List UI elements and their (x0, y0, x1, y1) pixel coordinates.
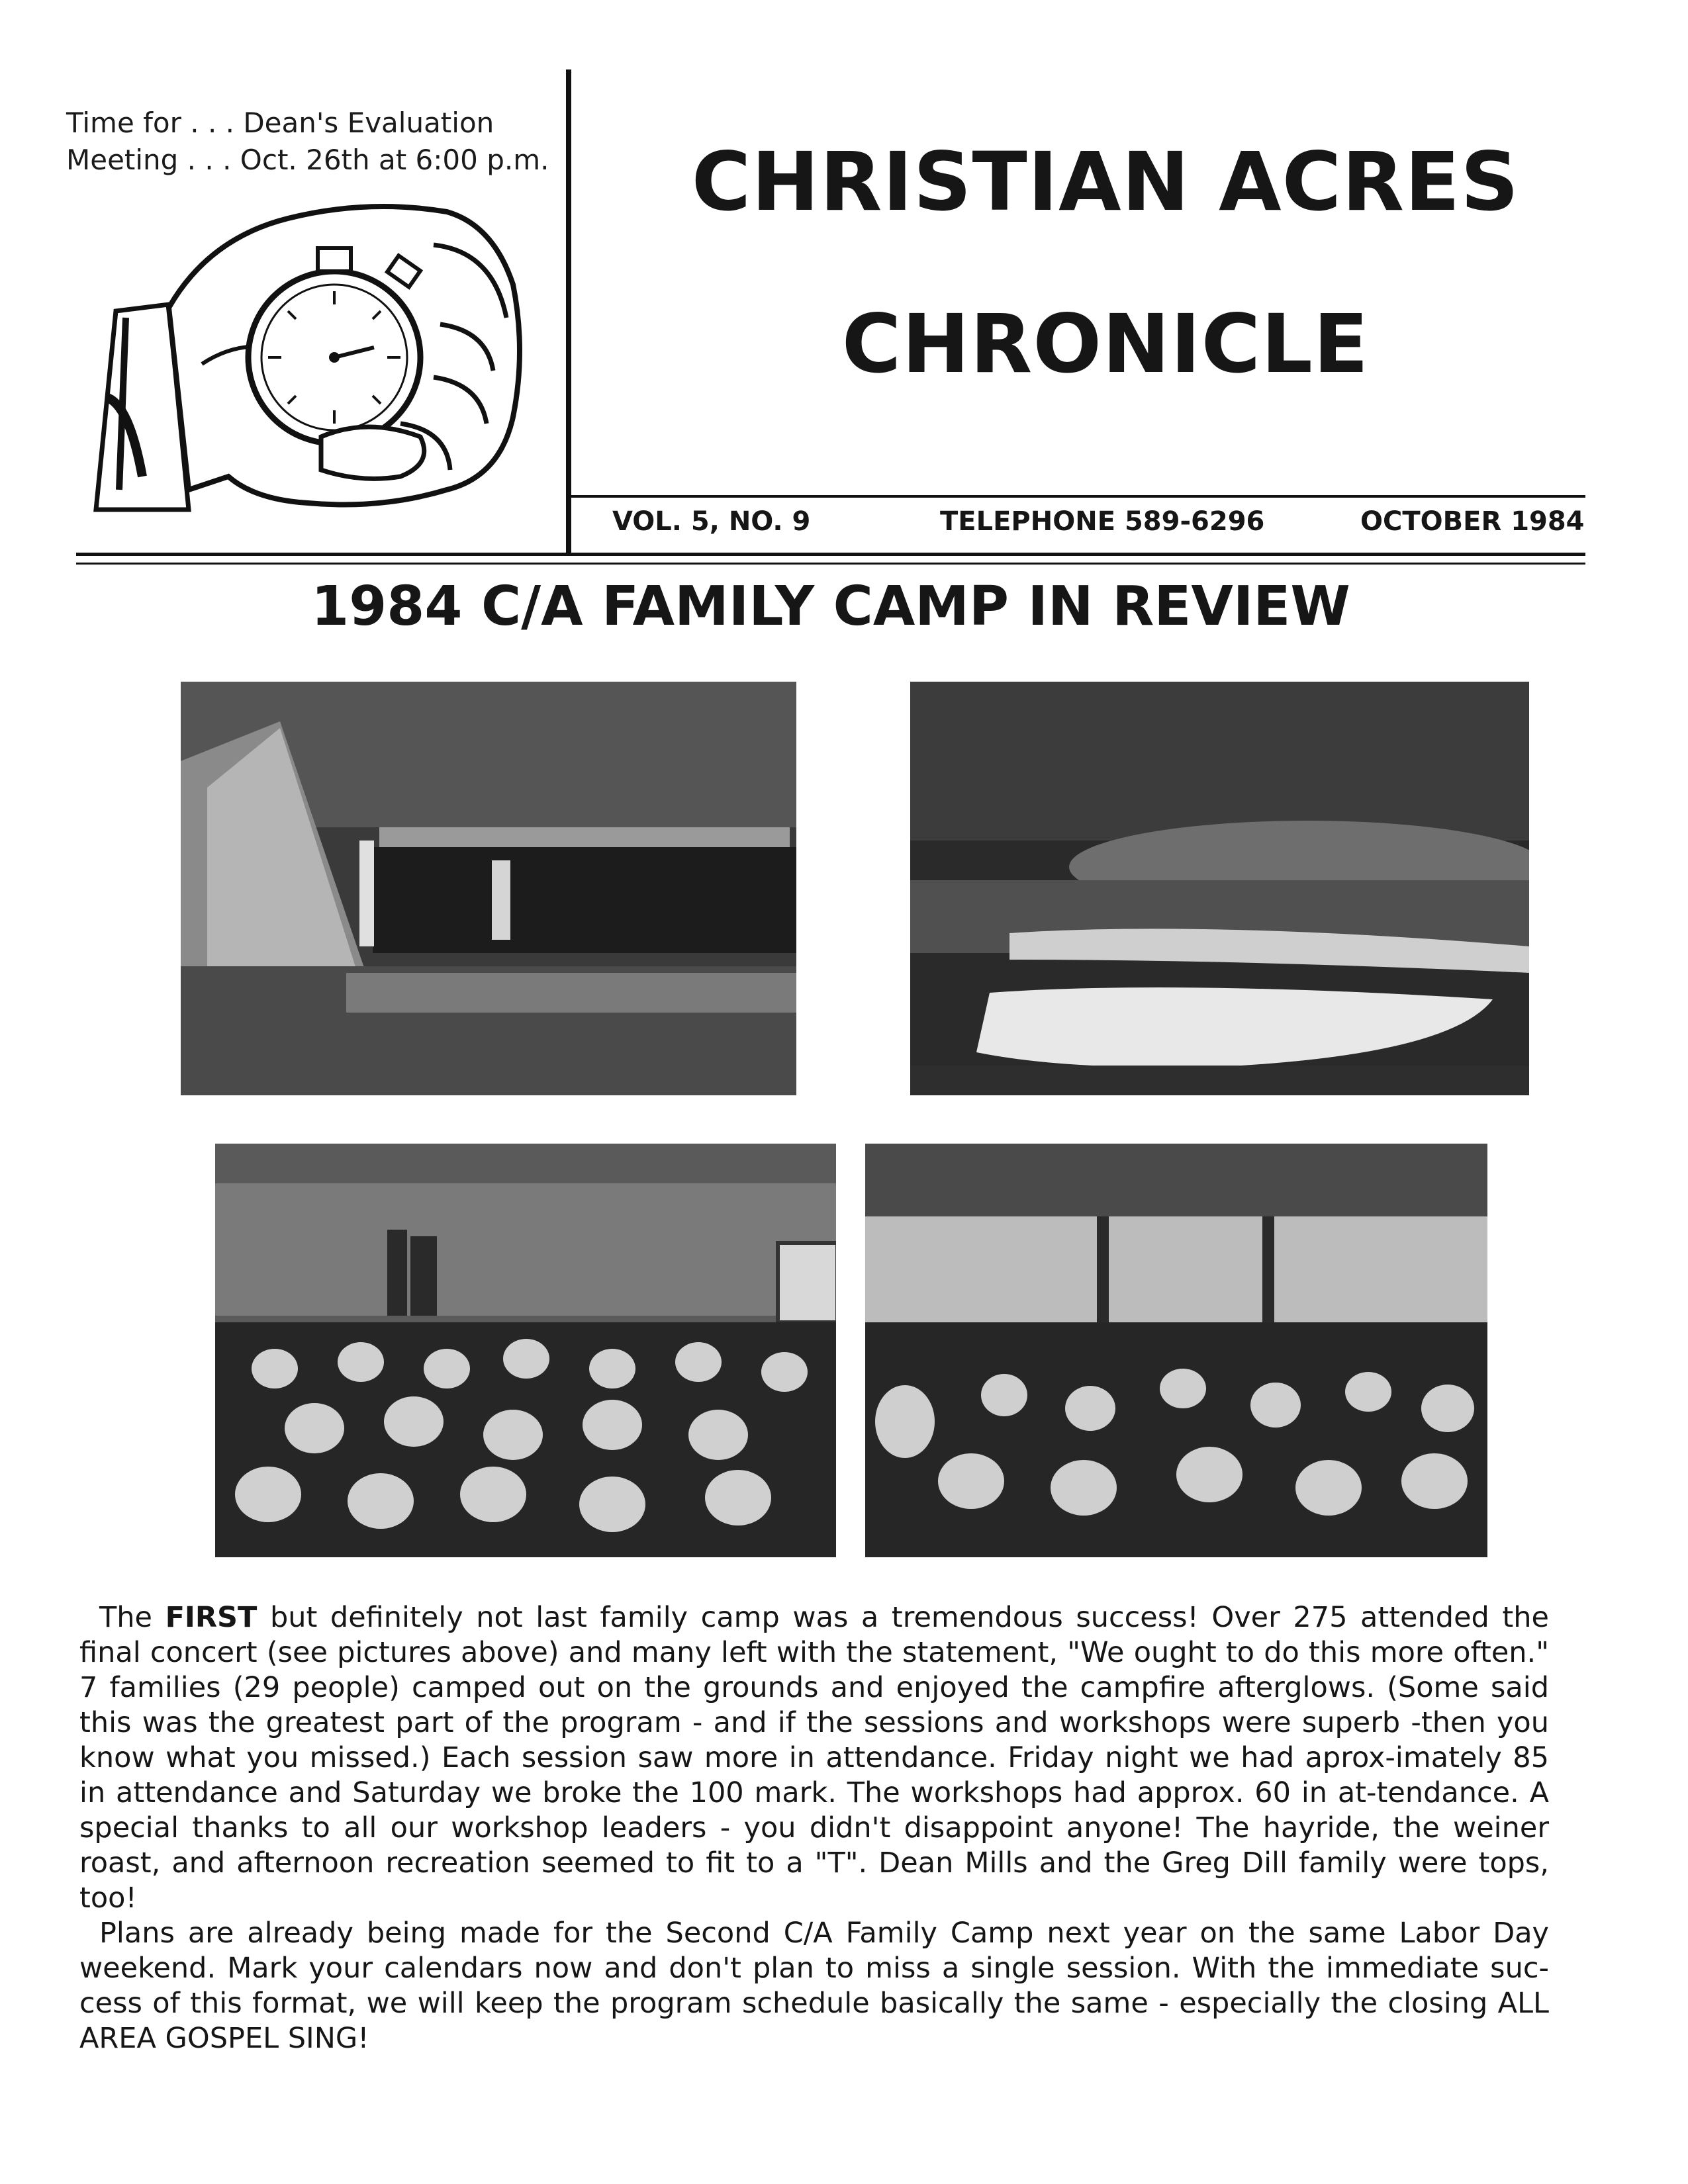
volume-number: VOL. 5, NO. 9 (612, 506, 811, 537)
article-p1-emphasis: FIRST (165, 1601, 258, 1634)
photo-concert-audience (215, 1144, 836, 1557)
article-body (79, 1600, 1549, 2056)
issue-date: OCTOBER 1984 (1360, 506, 1585, 537)
masthead-title-line-2: CHRONICLE (841, 297, 1370, 391)
hand-stopwatch-illustration (89, 199, 566, 516)
masthead-rule-thin (76, 563, 1585, 565)
article-p1-lead: The (99, 1601, 165, 1634)
headline: 1984 C/A FAMILY CAMP IN REVIEW (311, 575, 1350, 638)
vertical-divider (566, 69, 571, 553)
notice-line-1: Time for . . . Dean's Evaluation (66, 107, 494, 139)
masthead-rule-thick (76, 553, 1585, 556)
masthead-title-line-1: CHRISTIAN ACRES (691, 135, 1520, 229)
article-paragraph-1 (79, 1600, 1549, 1916)
photo-pond-landscape (910, 682, 1529, 1095)
info-bar-rule (571, 495, 1585, 498)
article-paragraph-2: Plans are already being made for the Second C/A Family Camp next year on the same Labor Day weekend. Mark your calendars now and don't plan to miss a single session. With the immediate suc-cess of this format, we will keep the program schedule basically the same - especially the closing ALL AREA GOSPEL SING! (79, 1917, 1549, 2055)
photo-campground-tent (181, 682, 796, 1095)
photo-pavilion-crowd (865, 1144, 1487, 1557)
article-p1-rest: but definitely not last family camp was a tremendous success! Over 275 attended the final concert (see pictures above) and many left with the statement, "We ought to do this more often." 7 families (29 people) camped out on the grounds and enjoyed the campfire afterglows. (Some said this was the greatest part of the program - and if the sessions and workshops were superb -then you know what you missed.) Each session saw more in attendance. Friday night we had aprox-imately 85 in attendance and Saturday we broke the 100 mark. The workshops had approx. 60 in at-tendance. A special thanks to all our workshop leaders - you didn't disappoint anyone! The hayride, the weiner roast, and afternoon recreation seemed to fit to a "T". Dean Mills and the Greg Dill family were tops, too! (79, 1601, 1549, 1915)
notice-line-2: Meeting . . . Oct. 26th at 6:00 p.m. (66, 144, 549, 176)
telephone-number: TELEPHONE 589-6296 (940, 506, 1265, 537)
meeting-notice (66, 105, 569, 179)
